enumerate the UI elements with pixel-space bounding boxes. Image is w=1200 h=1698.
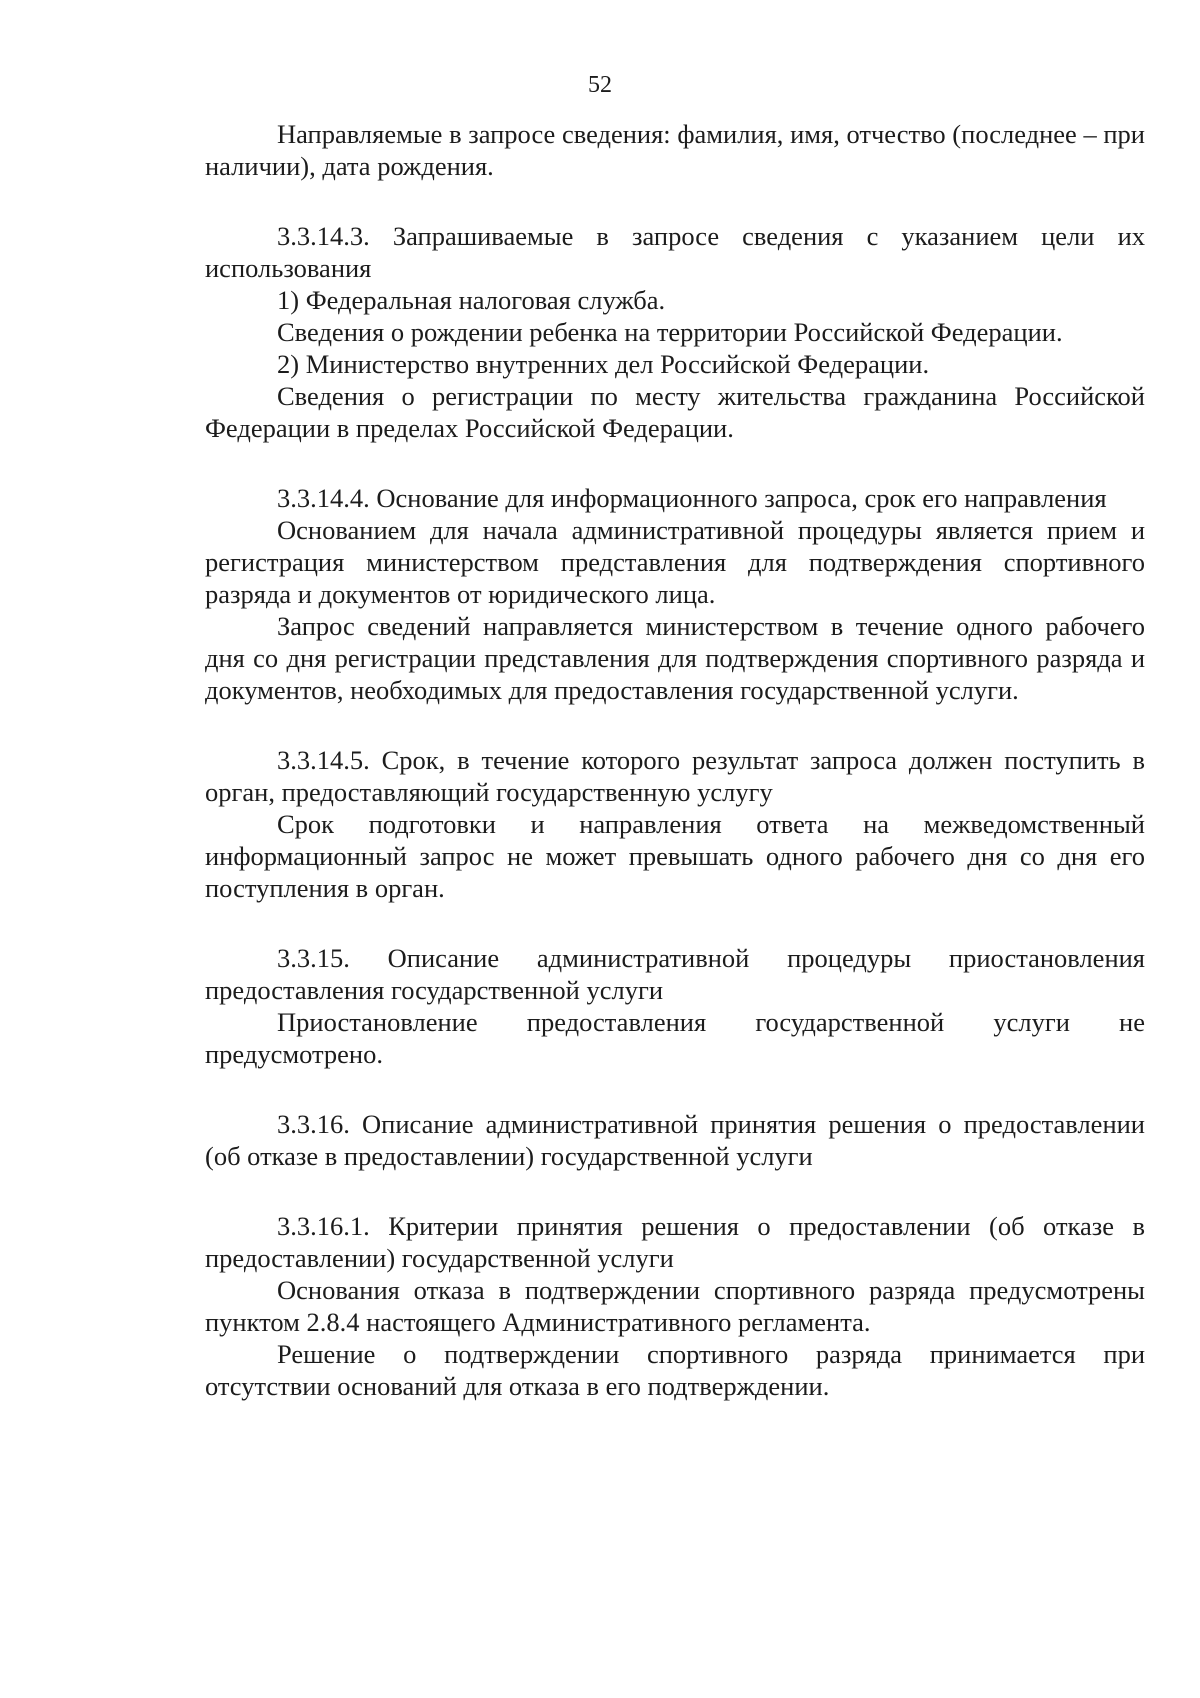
paragraph-request-data: Направляемые в запросе сведения: фамилия, имя, отчество (последнее – при наличии), дата рождения. — [205, 119, 1145, 181]
paragraph-registration-info: Сведения о регистрации по месту жительства гражданина Российской Федерации в пределах Российской Федерации. — [205, 381, 1145, 443]
paragraph-birth-info: Сведения о рождении ребенка на территории Российской Федерации. — [277, 317, 1063, 347]
section-3-3-14-4-heading: 3.3.14.4. Основание для информационного запроса, срок его направления — [277, 483, 1107, 513]
paragraph-suspension: Приостановление предоставления государственной услуги не предусмотрено. — [205, 1007, 1145, 1069]
paragraph-basis: Основанием для начала административной процедуры является прием и регистрация министерством представления для подтверждения спортивного разряда и документов от юридического лица. — [205, 515, 1145, 609]
section-3-3-16-1-heading: 3.3.16.1. Критерии принятия решения о предоставлении (об отказе в предоставлении) государственной услуги — [205, 1211, 1145, 1273]
document-body — [205, 118, 1145, 1402]
page-number: 52 — [588, 72, 612, 98]
paragraph-request-timing: Запрос сведений направляется министерством в течение одного рабочего дня со дня регистрации представления для подтверждения спортивного разряда и документов, необходимых для предоставления государственной услуги. — [205, 611, 1145, 705]
paragraph-refusal-grounds: Основания отказа в подтверждении спортивного разряда предусмотрены пунктом 2.8.4 настоящего Административного регламента. — [205, 1275, 1145, 1337]
section-3-3-16-heading: 3.3.16. Описание административной принятия решения о предоставлении (об отказе в предоставлении) государственной услуги — [205, 1109, 1145, 1171]
paragraph-decision: Решение о подтверждении спортивного разряда принимается при отсутствии оснований для отказа в его подтверждении. — [205, 1339, 1145, 1401]
section-3-3-14-5-heading: 3.3.14.5. Срок, в течение которого результат запроса должен поступить в орган, предоставляющий государственную услугу — [205, 745, 1145, 807]
list-item-mvd: 2) Министерство внутренних дел Российской Федерации. — [277, 349, 930, 379]
section-3-3-15-heading: 3.3.15. Описание административной процедуры приостановления предоставления государственной услуги — [205, 943, 1145, 1005]
paragraph-response-term: Срок подготовки и направления ответа на межведомственный информационный запрос не может превышать одного рабочего дня со дня его поступления в орган. — [205, 809, 1145, 903]
section-3-3-14-3-heading: 3.3.14.3. Запрашиваемые в запросе сведения с указанием цели их использования — [205, 221, 1145, 283]
list-item-fns: 1) Федеральная налоговая служба. — [277, 285, 666, 315]
